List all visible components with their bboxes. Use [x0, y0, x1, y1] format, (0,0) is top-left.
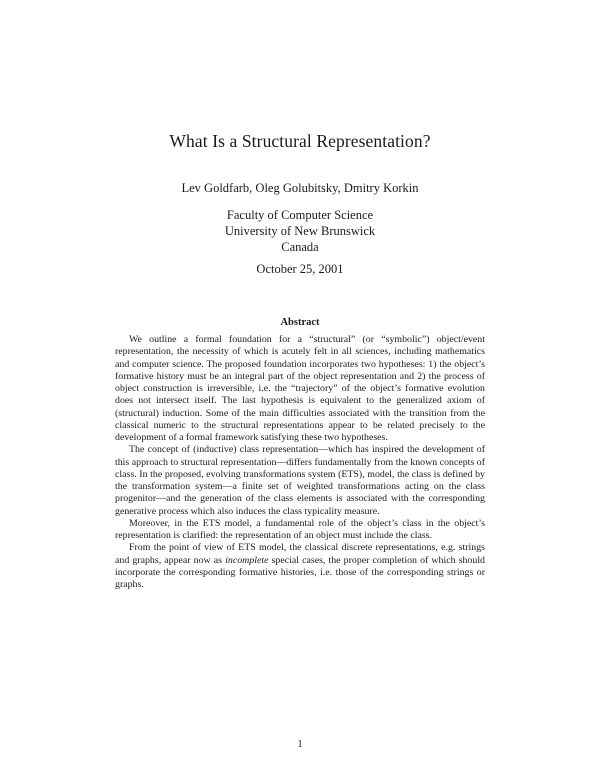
affiliation-country: Canada	[281, 240, 319, 254]
paper-date: October 25, 2001	[256, 262, 344, 276]
page-number: 1	[297, 739, 303, 750]
author-list: Lev Goldfarb, Oleg Golubitsky, Dmitry Korkin	[181, 181, 419, 195]
paper-title: What Is a Structural Representation?	[169, 131, 431, 151]
abstract-heading: Abstract	[280, 317, 320, 328]
abstract-paragraph	[115, 542, 485, 591]
affiliation-faculty: Faculty of Computer Science	[226, 208, 374, 222]
abstract-paragraph: We outline a formal foundation for a “structural” (or “symbolic”) object/event representation, the necessity of which is acutely felt in all sciences, including mathematics and computer science. The proposed foundation incorporates two hypotheses: 1) the object’s formative history must be an integral part of the object representation and 2) the process of object construction is irreversible, i.e. the “trajectory” of the object’s formative evolution does not intersect itself. The last hypothesis is equivalent to the generalized axiom of (structural) induction. Some of the main difficulties associated with the transition from the classical numeric to the structural representations appear to be related precisely to the development of a formal framework satisfying these two hypotheses.	[115, 334, 485, 443]
abstract-paragraph: The concept of (inductive) class representation—which has inspired the development of this approach to structural representation—differs fundamentally from the known concepts of class. In the proposed, evolving transformations system (ETS), model, the class is defined by the transformation system—a finite set of weighted transformations acting on the class progenitor—and the generation of the class elements is associated with the corresponding generative process which also induces the class typicality measure.	[115, 444, 485, 517]
abstract-text-segment: special cases, the proper completion of which should incorporate the corresponding formative histories, i.e. those of the corresponding strings or graphs.	[115, 554, 485, 590]
abstract-text-segment: From the point of view of ETS model, the classical discrete representations, e.g. strings and graphs, appear now as	[115, 542, 485, 566]
affiliation-block	[0, 207, 600, 255]
abstract-paragraph: Moreover, in the ETS model, a fundamental role of the object’s class in the object’s representation is clarified: the representation of an object must include the class.	[115, 517, 485, 541]
abstract-emphasis: incomplete	[225, 554, 269, 566]
affiliation-university: University of New Brunswick	[224, 224, 376, 238]
abstract-body	[115, 334, 485, 591]
